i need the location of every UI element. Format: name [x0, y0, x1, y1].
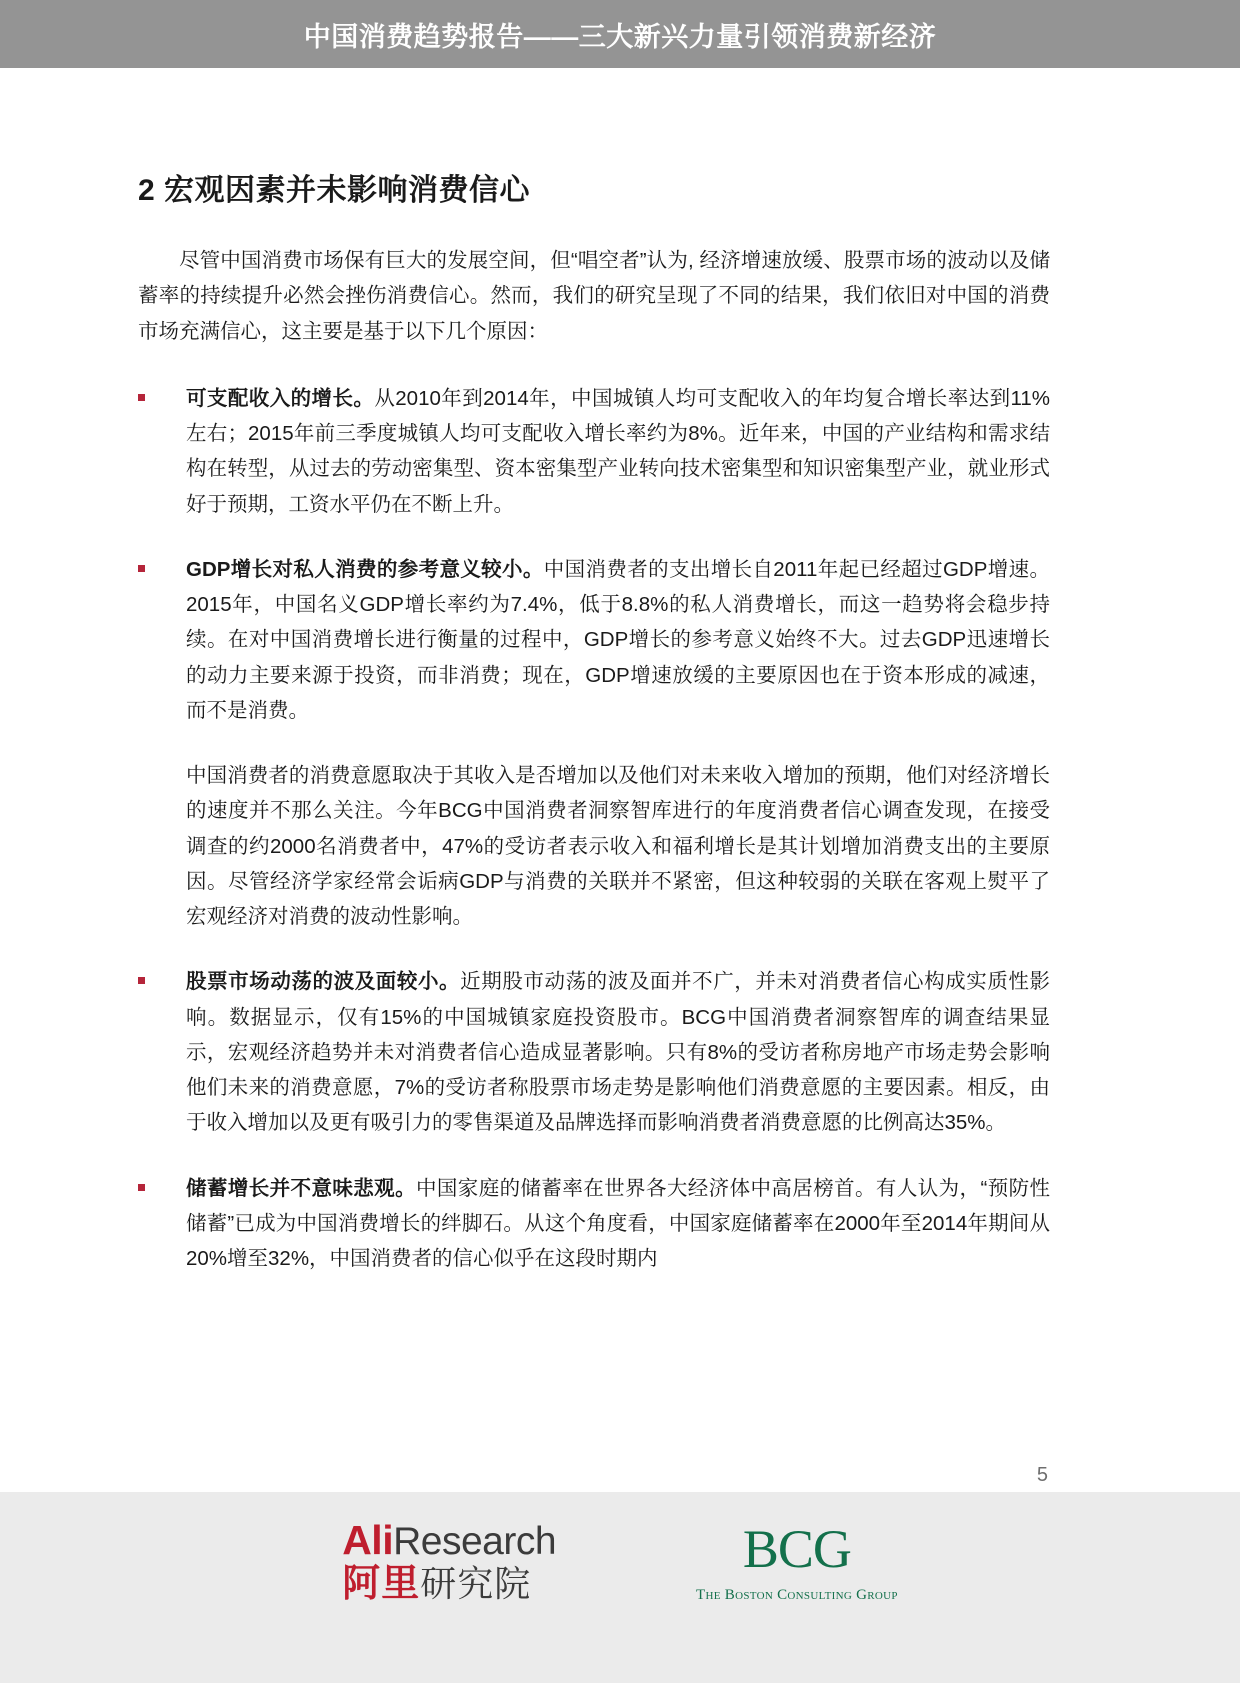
list-item: [138, 964, 1050, 1140]
page-content: [138, 173, 1050, 1306]
document-header-title: 中国消费趋势报告——三大新兴力量引领消费新经济: [303, 21, 937, 52]
bullet-square-icon: [138, 394, 145, 401]
intro-paragraph: 尽管中国消费市场保有巨大的发展空间，但“唱空者”认为, 经济增速放缓、股票市场的波动以及储蓄率的持续提升必然会挫伤消费信心。然而，我们的研究呈现了不同的结果，我们依旧对中国的消费市场充满信心，这主要是基于以下几个原因：: [138, 249, 1050, 343]
bullet-lead-text: 储蓄增长并不意味悲观。: [186, 1176, 416, 1200]
bullet-square-icon: [138, 565, 145, 572]
bullet-body-text: 中国家庭的储蓄率在世界各大经济体中高居榜首。有人认为，“预防性储蓄”已成为中国消费增长的绊脚石。从这个角度看，中国家庭储蓄率在2000年至2014年期间从20%增至32%，中国消费者的信心似乎在这段时期内: [186, 1176, 1051, 1270]
bullet-paragraph: [186, 381, 1050, 522]
bullet-square-icon: [138, 1184, 145, 1191]
bullet-lead-text: 股票市场动荡的波及面较小。: [186, 970, 461, 994]
ali-logo-chinese-row: [342, 1565, 531, 1603]
bullet-body-text: 中国消费者的支出增长自2011年起已经超过GDP增速。2015年，中国名义GDP增长率约为7.4%，低于8.8%的私人消费增长，而这一趋势将会稳步持续。在对中国消费增长进行衡量的过程中，GDP增长的参考意义始终不大。过去GDP迅速增长的动力主要来源于投资，而非消费；现在，GDP增速放缓的主要原因也在于资本形成的减速，而不是消费。: [186, 557, 1050, 722]
ali-research-logo: [342, 1517, 557, 1605]
ali-logo-latin-row: [342, 1517, 557, 1563]
bullet-square-icon: [138, 977, 145, 984]
page-body: [0, 68, 1240, 1492]
list-item: [138, 552, 1050, 935]
bullet-body-text: 从2010年到2014年，中国城镇人均可支配收入的年均复合增长率达到11%左右；2015年前三季度城镇人均可支配收入增长率约为8%。近年来，中国的产业结构和需求结构在转型，从过去的劳动密集型、资本密集型产业转向技术密集型和知识密集型产业，就业形式好于预期，工资水平仍在不断上升。: [186, 386, 1051, 516]
ali-logo-red-text: Ali: [342, 1517, 394, 1563]
bullet-sub-paragraph: 中国消费者的消费意愿取决于其收入是否增加以及他们对未来收入增加的预期，他们对经济增长的速度并不那么关注。今年BCG中国消费者洞察智库进行的年度消费者信心调查发现，在接受调查的约2000名消费者中，47%的受访者表示收入和福利增长是其计划增加消费支出的主要原因。尽管经济学家经常会诟病GDP与消费的关联并不紧密，但这种较弱的关联在客观上熨平了宏观经济对消费的波动性影响。: [186, 764, 1050, 928]
bcg-logo-tagline: The Boston Consulting Group: [696, 1587, 898, 1603]
list-item: [138, 1171, 1050, 1277]
bullet-lead-text: 可支配收入的增长。: [186, 386, 375, 410]
ali-logo-cn-red-text: 阿里: [342, 1563, 421, 1605]
page-number: 5: [1036, 1464, 1048, 1486]
ali-logo-black-text: Research: [393, 1520, 557, 1563]
page-footer: [0, 1464, 1240, 1683]
bullet-lead-text: GDP增长对私人消费的参考意义较小。: [186, 557, 544, 581]
bcg-logo: [696, 1520, 898, 1603]
bullet-list: [138, 381, 1050, 1277]
bcg-logo-mark: BCG: [742, 1519, 851, 1579]
section-heading: 2 宏观因素并未影响消费信心: [138, 174, 531, 207]
document-header-bar: [0, 0, 1240, 68]
ali-logo-cn-black-text: 研究院: [420, 1563, 532, 1604]
bullet-body-text: 近期股市动荡的波及面并不广，并未对消费者信心构成实质性影响。数据显示，仅有15%的中国城镇家庭投资股市。BCG中国消费者洞察智库的调查结果显示，宏观经济趋势并未对消费者信心造成显著影响。只有8%的受访者称房地产市场走势会影响他们未来的消费意愿，7%的受访者称股票市场走势是影响他们消费意愿的主要因素。相反，由于收入增加以及更有吸引力的零售渠道及品牌选择而影响消费者消费意愿的比例高达35%。: [186, 970, 1051, 1135]
bullet-paragraph: [186, 1171, 1050, 1277]
footer-logo-group: [0, 1517, 1240, 1605]
bullet-paragraph: [186, 552, 1050, 728]
bullet-paragraph: [186, 964, 1050, 1140]
list-item: [138, 381, 1050, 522]
